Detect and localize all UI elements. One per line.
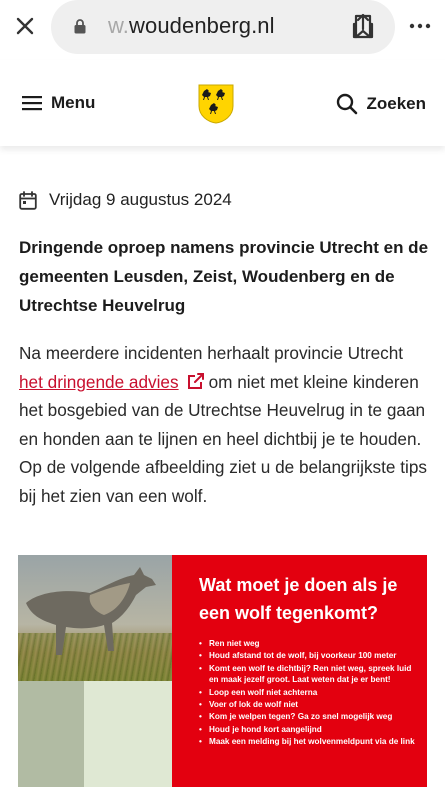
tips-panel [172,555,427,787]
hamburger-icon [22,95,42,111]
tip-item: • Maak een melding bij het wolvenmeldpunt via de link [199,736,419,747]
menu-label: Menu [51,93,96,112]
url-text: w.woudenberg.nl [108,13,275,38]
search-label: Zoeken [366,94,426,113]
body-text-before: Na meerdere incidenten herhaalt provincie Utrecht [19,343,404,363]
share-button[interactable] [348,10,378,42]
date-text: Vrijdag 9 augustus 2024 [49,190,232,209]
body-text-after: om niet met kleine kinderen het bosgebied van de Utrechtse Heuvelrug in te gaan en honden aan te lijnen en heel dichtbij je te houden. Op de volgende afbeelding ziet u de belangrijkste tips bij het zien van een wolf. [19,371,428,506]
search-icon [336,93,358,115]
lock-icon [73,18,87,34]
external-link-icon [187,372,205,390]
calendar-icon [19,191,37,210]
more-vertical-icon [409,23,431,29]
article-body [19,339,429,511]
infographic-title: Wat moet je doen als je een wolf tegenkomt? [199,575,398,623]
advies-link[interactable]: het dringende advies [19,371,179,392]
close-icon [15,16,35,36]
decor-panel-pale [84,681,172,787]
tips-list [199,638,419,748]
article-headline: Dringende oproep namens provincie Utrecht en de gemeenten Leusden, Zeist, Woudenberg en de Utrechtse Heuvelrug [19,238,429,315]
address-bar[interactable] [51,0,395,54]
tip-item: • Houd je hond kort aangelijnd [199,724,419,735]
browser-toolbar [0,0,445,56]
decor-panel-sage [18,681,84,787]
tip-item: • Komt een wolf te dichtbij? Ren niet weg, spreek luid en maak jezelf groot. Laat weten dat je er bent! [199,663,419,686]
tip-item: • Kom je welpen tegen? Ga zo snel mogelijk weg [199,711,419,722]
wolf-tips-infographic[interactable] [18,555,427,787]
publish-date [19,190,232,210]
share-icon [351,12,375,40]
site-header [0,60,445,146]
tip-item: • Houd afstand tot de wolf, bij voorkeur 100 meter [199,650,419,661]
close-tab-button[interactable] [8,9,42,43]
wolf-icon [18,555,172,665]
search-button[interactable] [336,93,426,115]
gemeente-woudenberg-logo[interactable] [198,84,234,124]
tip-item: • Loop een wolf niet achterna [199,687,419,698]
coat-of-arms-icon [198,84,234,124]
tip-item: • Voer of lok de wolf niet [199,699,419,710]
tip-item: • Ren niet weg [199,638,419,649]
more-options-button[interactable] [404,12,436,40]
menu-button[interactable] [22,93,95,113]
wolf-photo [18,555,172,681]
